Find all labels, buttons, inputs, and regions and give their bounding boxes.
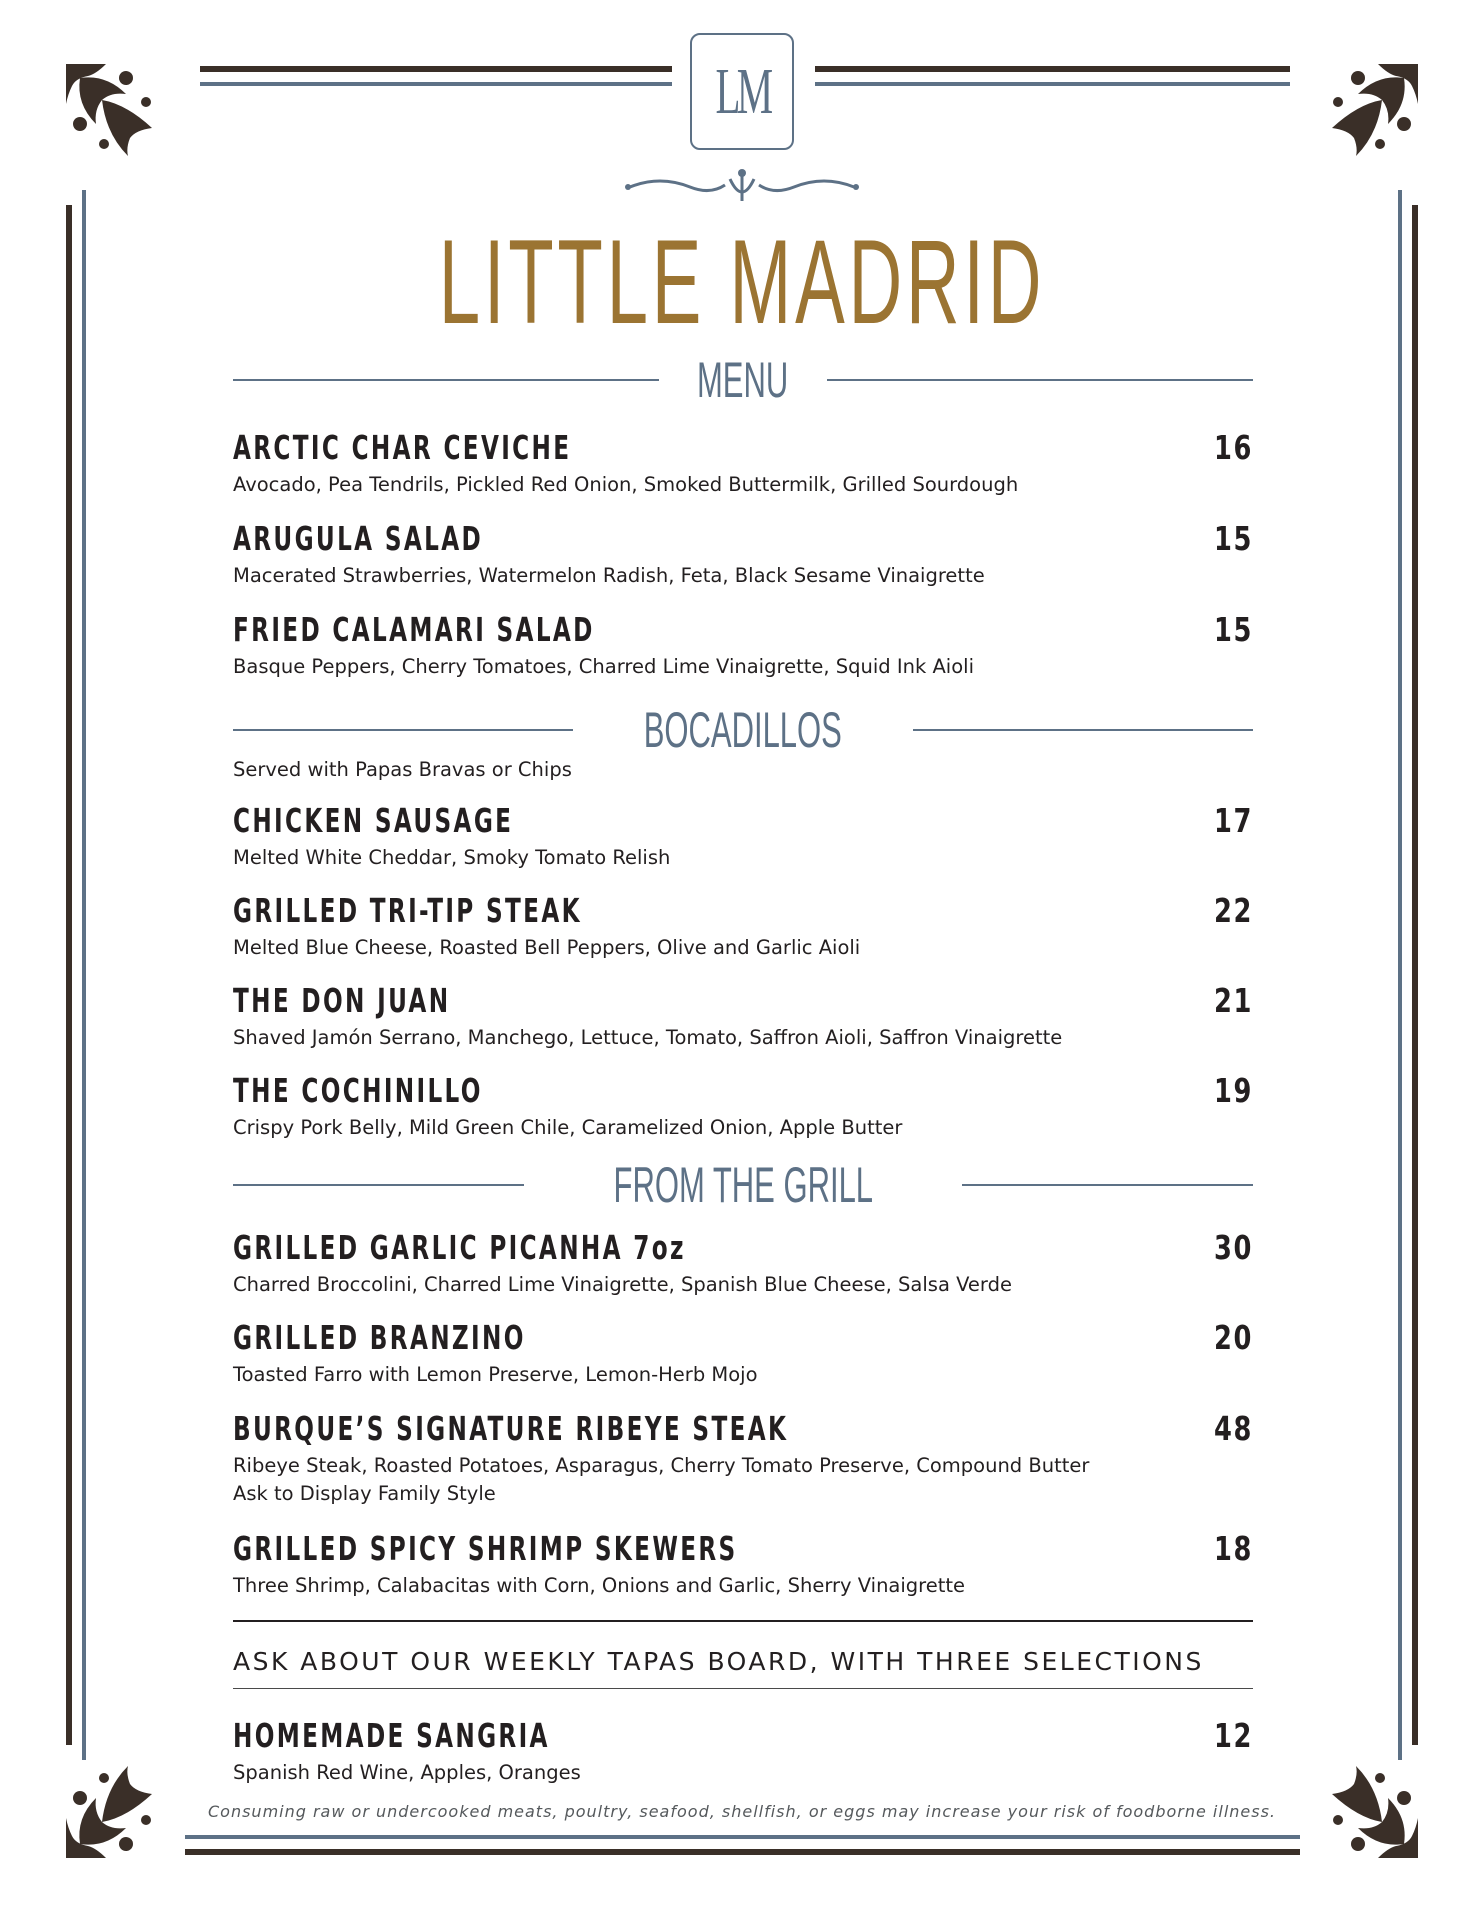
item-description: Toasted Farro with Lemon Preserve, Lemon-Herb Mojo [233, 1363, 758, 1387]
item-price: 15 [1214, 519, 1253, 558]
item-price: 12 [1214, 1716, 1253, 1755]
section-label-bocadillos: BOCADILLOS [643, 702, 843, 758]
item-name: GRILLED BRANZINO [233, 1318, 526, 1357]
item-name: THE DON JUAN [233, 981, 451, 1020]
food-safety-disclaimer: Consuming raw or undercooked meats, poultry, seafood, shellfish, or eggs may increase your risk of foodborne illness. [207, 1802, 1276, 1821]
item-description: Three Shrimp, Calabacitas with Corn, Onions and Garlic, Sherry Vinaigrette [233, 1574, 966, 1598]
menu-item [233, 612, 1253, 681]
item-description: Avocado, Pea Tendrils, Pickled Red Onion, Smoked Buttermilk, Grilled Sourdough [233, 473, 1019, 497]
item-name: GRILLED TRI-TIP STEAK [233, 891, 582, 930]
item-description: Shaved Jamón Serrano, Manchego, Lettuce, Tomato, Saffron Aioli, Saffron Vinaigrette [233, 1026, 1063, 1050]
item-description: Crispy Pork Belly, Mild Green Chile, Caramelized Onion, Apple Butter [233, 1116, 903, 1140]
logo-monogram-text: LM [715, 54, 769, 128]
menu-item [233, 893, 1253, 962]
menu-item [233, 1531, 1253, 1600]
item-description-extra: Ask to Display Family Style [233, 1482, 496, 1506]
item-name: BURQUE’S SIGNATURE RIBEYE STEAK [233, 1409, 789, 1448]
item-name: ARUGULA SALAD [233, 519, 484, 558]
item-description: Melted Blue Cheese, Roasted Bell Peppers, Olive and Garlic Aioli [233, 936, 861, 960]
restaurant-title: LITTLE MADRID [438, 215, 1046, 349]
divider-rule [233, 1688, 1253, 1689]
item-description: Melted White Cheddar, Smoky Tomato Relish [233, 846, 671, 870]
item-price: 30 [1214, 1228, 1253, 1267]
logo-monogram [690, 33, 794, 150]
corner-ornament-top-right [1318, 64, 1418, 164]
item-price: 16 [1214, 428, 1253, 467]
menu-item [233, 1230, 1253, 1299]
item-name: GRILLED SPICY SHRIMP SKEWERS [233, 1529, 738, 1568]
section-heading-bocadillos [233, 702, 1253, 758]
item-price: 21 [1214, 981, 1253, 1020]
bocadillos-note: Served with Papas Bravas or Chips [233, 758, 572, 781]
item-price: 17 [1214, 801, 1253, 840]
menu-item [233, 1320, 1253, 1389]
menu-item [233, 1073, 1253, 1142]
menu-item [233, 983, 1253, 1052]
item-description: Spanish Red Wine, Apples, Oranges [233, 1761, 581, 1785]
menu-item [233, 1411, 1253, 1508]
menu-item [233, 521, 1253, 590]
item-description: Charred Broccolini, Charred Lime Vinaigrette, Spanish Blue Cheese, Salsa Verde [233, 1273, 1012, 1297]
item-name: CHICKEN SAUSAGE [233, 801, 514, 840]
flourish-ornament-icon [620, 165, 864, 207]
section-label-menu: MENU [697, 352, 789, 408]
menu-item-drink [233, 1718, 1253, 1787]
section-heading-grill [233, 1157, 1253, 1213]
item-price: 19 [1214, 1071, 1253, 1110]
item-price: 22 [1214, 891, 1253, 930]
corner-ornament-top-left [66, 64, 166, 164]
menu-item [233, 430, 1253, 499]
item-name: GRILLED GARLIC PICANHA 7oz [233, 1228, 686, 1267]
item-name: HOMEMADE SANGRIA [233, 1716, 550, 1755]
section-heading-menu [233, 352, 1253, 408]
divider-rule [233, 1620, 1253, 1622]
tapas-board-note: ASK ABOUT OUR WEEKLY TAPAS BOARD, WITH THREE SELECTIONS [233, 1647, 1204, 1676]
item-price: 15 [1214, 610, 1253, 649]
item-description: Macerated Strawberries, Watermelon Radish, Feta, Black Sesame Vinaigrette [233, 564, 985, 588]
item-price: 48 [1214, 1409, 1253, 1448]
item-description: Basque Peppers, Cherry Tomatoes, Charred Lime Vinaigrette, Squid Ink Aioli [233, 655, 974, 679]
item-price: 18 [1214, 1529, 1253, 1568]
menu-item [233, 803, 1253, 872]
item-name: ARCTIC CHAR CEVICHE [233, 428, 572, 467]
item-name: THE COCHINILLO [233, 1071, 483, 1110]
item-price: 20 [1214, 1318, 1253, 1357]
item-description: Ribeye Steak, Roasted Potatoes, Asparagus, Cherry Tomato Preserve, Compound Butter [233, 1454, 1090, 1478]
section-label-grill: FROM THE GRILL [613, 1157, 873, 1213]
item-name: FRIED CALAMARI SALAD [233, 610, 595, 649]
